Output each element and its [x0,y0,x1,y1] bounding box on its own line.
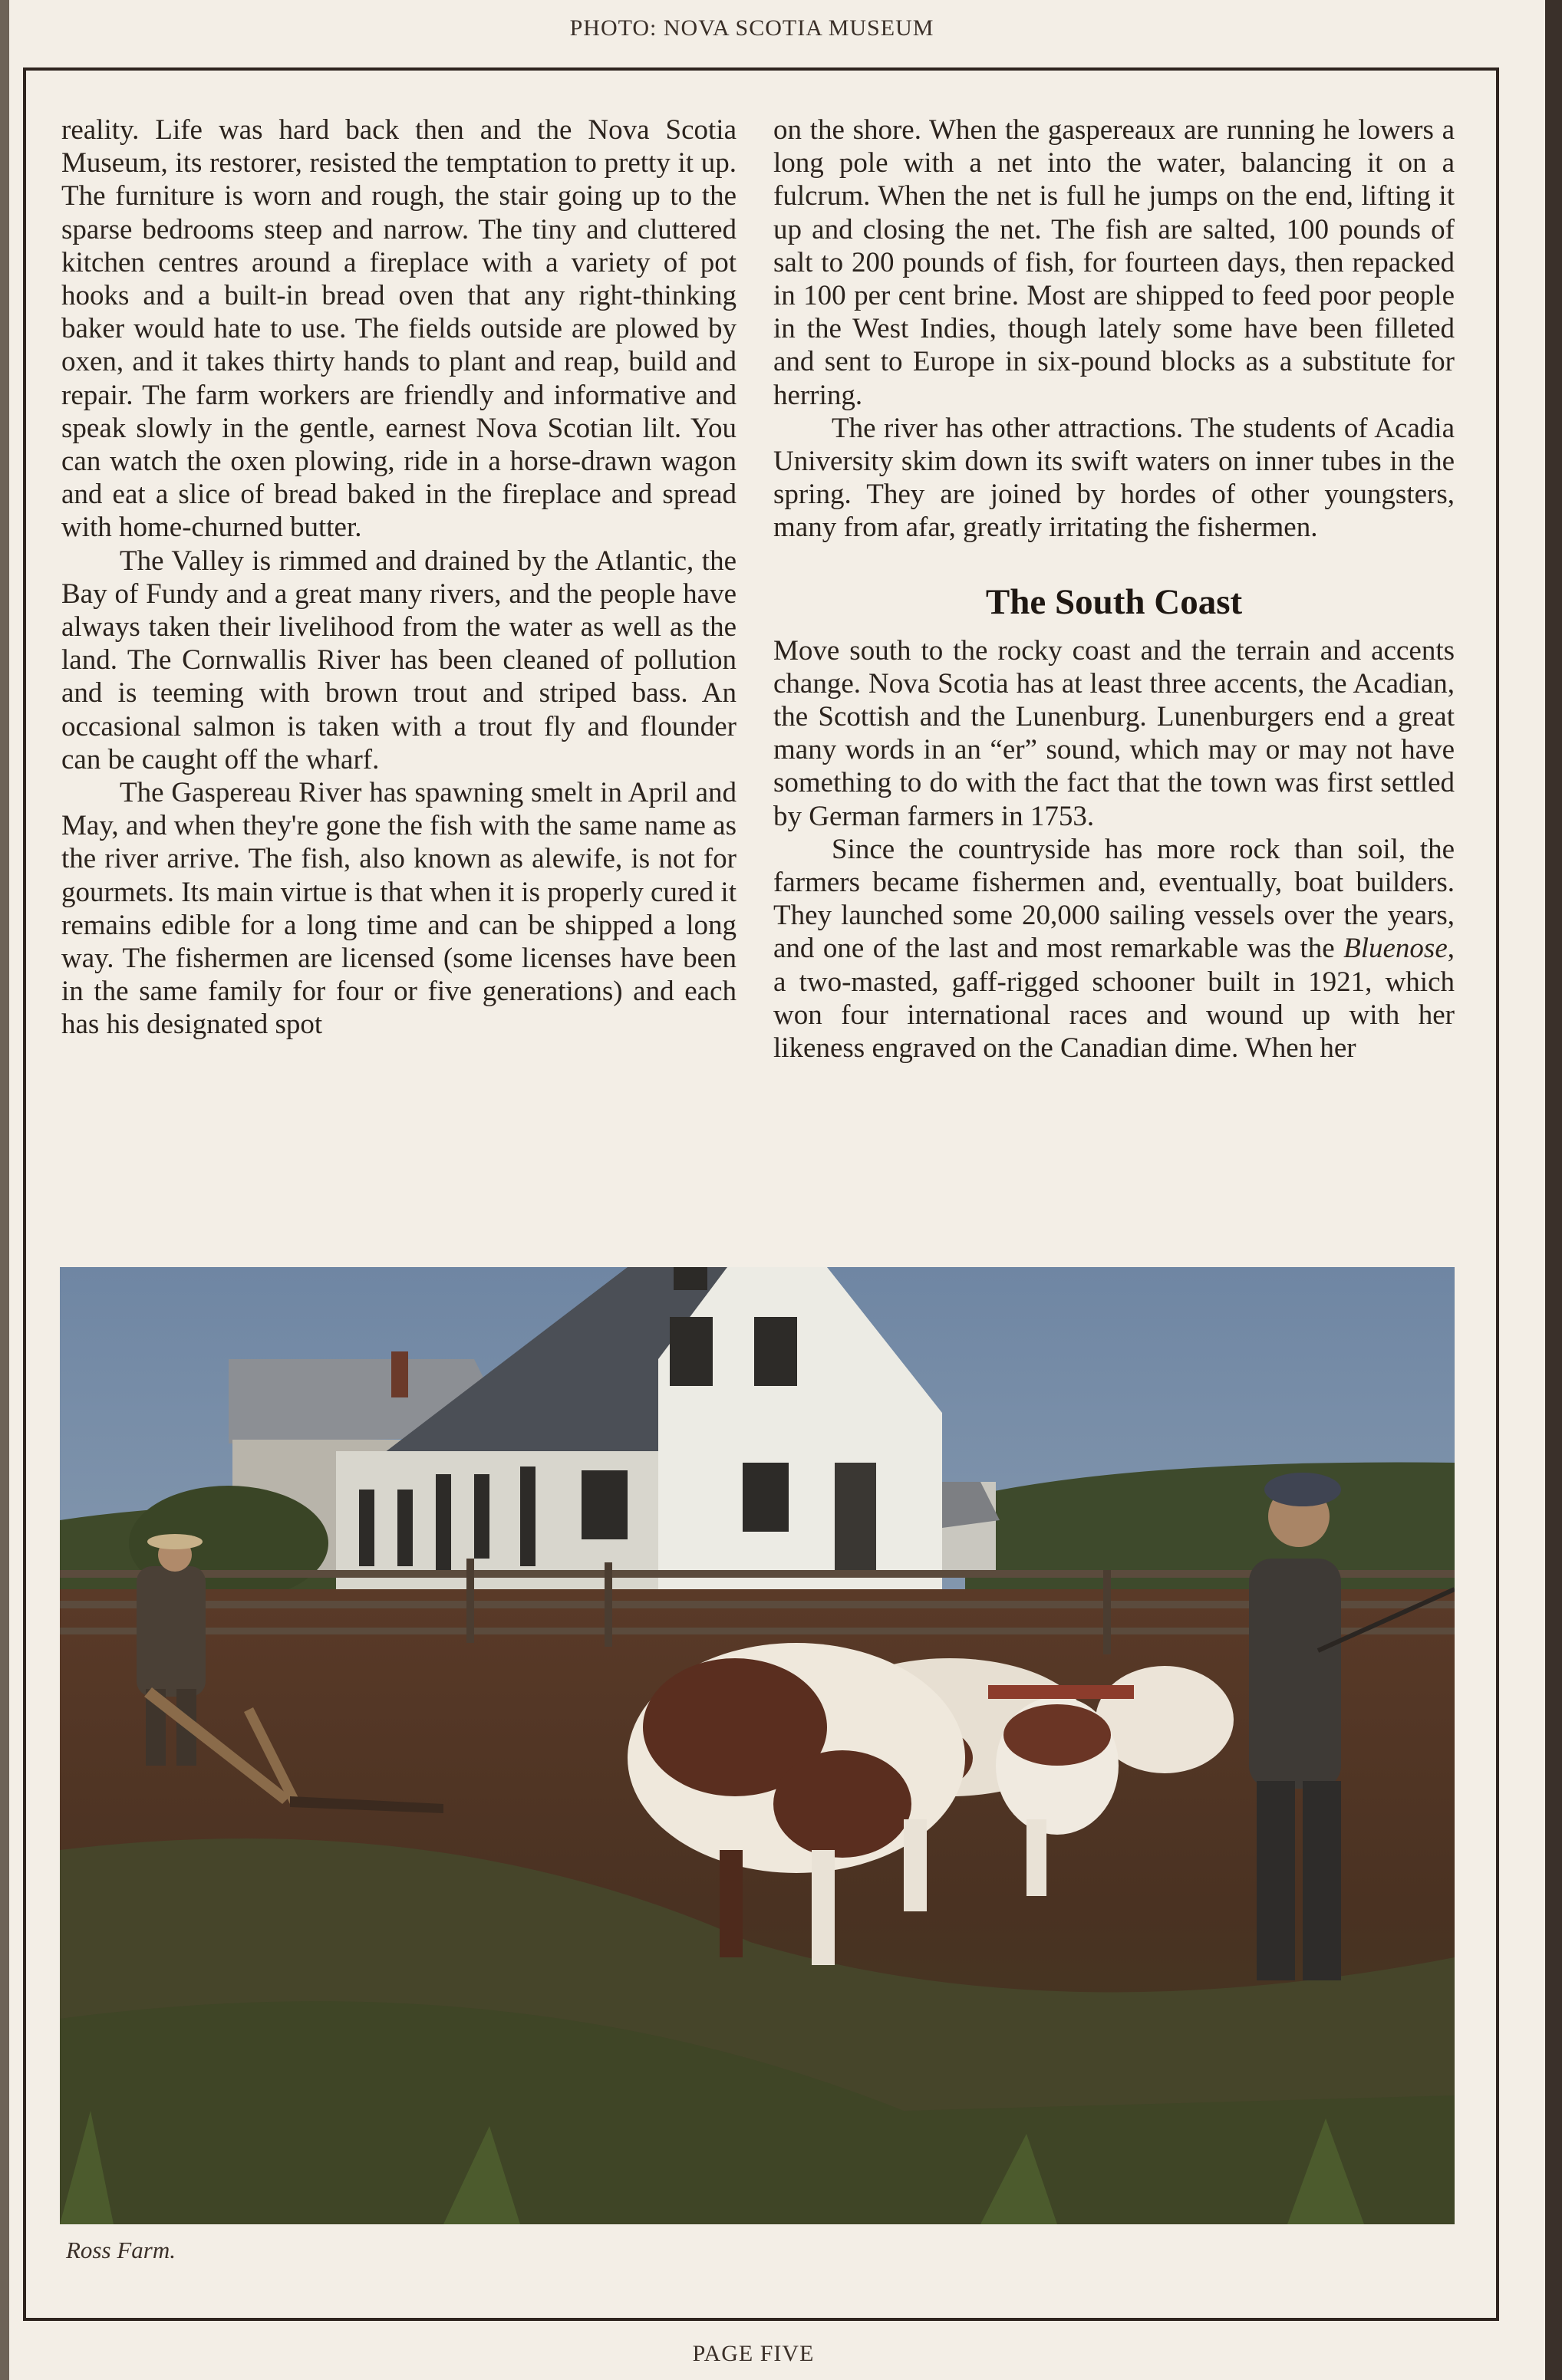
page-edge-left [0,0,9,2380]
paragraph-text: Since the countryside has more rock than soil, the farmers became fishermen and, eventually, boat builders. They launched some 20,000 sailing vessels over the years, and one of the last and most remarkable was the [773,833,1455,965]
section-heading: The South Coast [985,581,1243,622]
photo-caption: Ross Farm. [66,2237,176,2263]
page-edge-right [1545,0,1562,2380]
photo-credit: PHOTO: NOVA SCOTIA MUSEUM [569,15,934,41]
paragraph: The Gaspereau River has spawning smelt in April and May, and when they're gone the fish with the same name as the river arrive. The fish, also known as alewife, is not for gourmets. Its main virtue is that when it is properly cured it remains edible for a long time and can be shipped a long way. The fishermen are licensed (some licenses have been in the same family for four or five generations) and each has his designated spot [61,777,737,1041]
page-number: PAGE FIVE [692,2341,815,2366]
ross-farm-photo [60,1267,1455,2224]
farm-scene-illustration [60,1267,1455,2224]
paragraph: Move south to the rocky coast and the terrain and accents change. Nova Scotia has at least three accents, the Acadian, the Scottish and the Lunenburg. Lunenburgers end a great many words in an “er” sound, which may or may not have something to do with the fact that the town was first settled by German farmers in 1753. [773,634,1455,832]
right-column [773,114,1455,1065]
paragraph: reality. Life was hard back then and the Nova Scotia Museum, its restorer, resisted the temptation to pretty it up. The furniture is worn and rough, the stair going up to the sparse bedrooms steep and narrow. The tiny and cluttered kitchen centres around a fireplace with a variety of pot hooks and a built-in bread oven that any right-thinking baker would hate to use. The fields outside are plowed by oxen, and it takes thirty hands to plant and reap, build and repair. The farm workers are friendly and informative and speak slowly in the gentle, earnest Nova Scotian lilt. You can watch the oxen plowing, ride in a horse-drawn wagon and eat a slice of bread baked in the fireplace and spread with home-churned butter. [61,114,737,544]
ship-name: Bluenose [1343,933,1448,965]
paragraph: The river has other attractions. The students of Acadia University skim down its swift waters on inner tubes in the spring. They are joined by hordes of other youngsters, many from afar, greatly irritating the fishermen. [773,412,1455,544]
left-column [61,114,737,1042]
paragraph: on the shore. When the gaspereaux are running he lowers a long pole with a net into the water, balancing it on a fulcrum. When the net is full he jumps on the end, lifting it up and closing the net. The fish are salted, 100 pounds of salt to 200 pounds of fish, for fourteen days, then repacked in 100 per cent brine. Most are shipped to feed poor people in the West Indies, though lately some have been filleted and sent to Europe in six-pound blocks as a substitute for herring. [773,114,1455,411]
paragraph-text: , a two-masted, gaff-rigged schooner built in 1921, which won four international races and wound up with her likeness engraved on the Canadian dime. When her [773,933,1455,1065]
paragraph: The Valley is rimmed and drained by the Atlantic, the Bay of Fundy and a great many rivers, and the people have always taken their livelihood from the water as well as the land. The Cornwallis River has been cleaned of pollution and is teeming with brown trout and striped bass. An occasional salmon is taken with a trout fly and flounder can be caught off the wharf. [61,545,737,775]
paragraph [773,833,1455,1065]
